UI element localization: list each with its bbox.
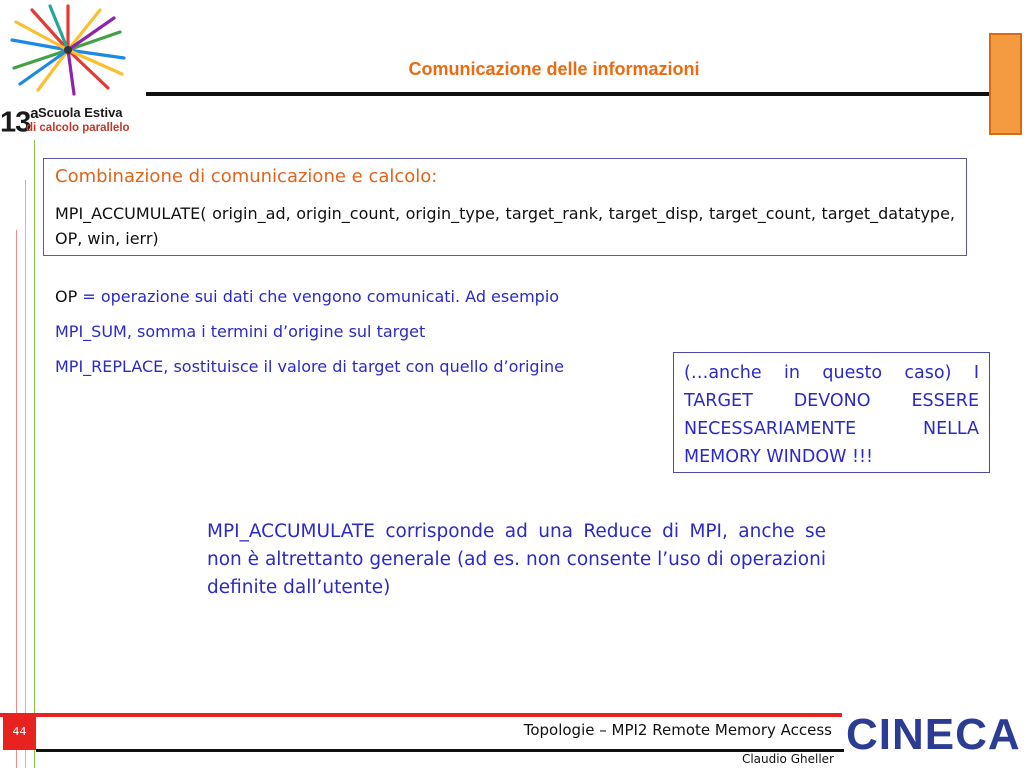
logo-subtitle: di calcolo parallelo (26, 122, 130, 134)
op-definition (55, 287, 559, 306)
op-label: OP (55, 287, 78, 306)
accumulate-reduce-note: MPI_ACCUMULATE corrisponde ad una Reduce di MPI, anche se non è altrettanto generale (ad es. non consente l’uso di operazioni definite dall’utente) (207, 521, 826, 598)
footer-title: Topologie – MPI2 Remote Memory Access (523, 721, 832, 739)
footer-red-bar (0, 713, 842, 717)
accumulate-signature: MPI_ACCUMULATE( origin_ad, origin_count, origin_type, target_rank, target_disp, target_count, target_datatype, OP, win, ierr) (55, 204, 955, 248)
school-logo-icon (8, 4, 128, 96)
op-description: = operazione sui dati che vengono comunicati. Ad esempio (77, 287, 560, 306)
mpi-sum-line: MPI_SUM, somma i termini d’origine sul target (55, 322, 426, 341)
author-name: Claudio Gheller (741, 752, 834, 766)
page-number: 44 (3, 717, 36, 750)
mpi-replace-line: MPI_REPLACE, sostituisce il valore di target con quello d’origine (55, 357, 564, 376)
header-divider (146, 92, 992, 96)
memory-window-note: (…anche in questo caso) I TARGET DEVONO ESSERE NECESSARIAMENTE NELLA MEMORY WINDOW !!! (684, 363, 979, 467)
decor-line-red (16, 230, 17, 768)
orange-tab-decoration (989, 33, 1022, 135)
page-title: Comunicazione delle informazioni (408, 59, 700, 79)
logo-number: 13$^a$ (0, 105, 38, 139)
decor-line-green (34, 140, 35, 768)
logo-title: Scuola Estiva (38, 105, 123, 120)
cineca-logo: CINECA (846, 710, 1021, 759)
decor-line-yellow (25, 180, 26, 768)
combination-heading: Combinazione di comunicazione e calcolo: (55, 166, 438, 187)
